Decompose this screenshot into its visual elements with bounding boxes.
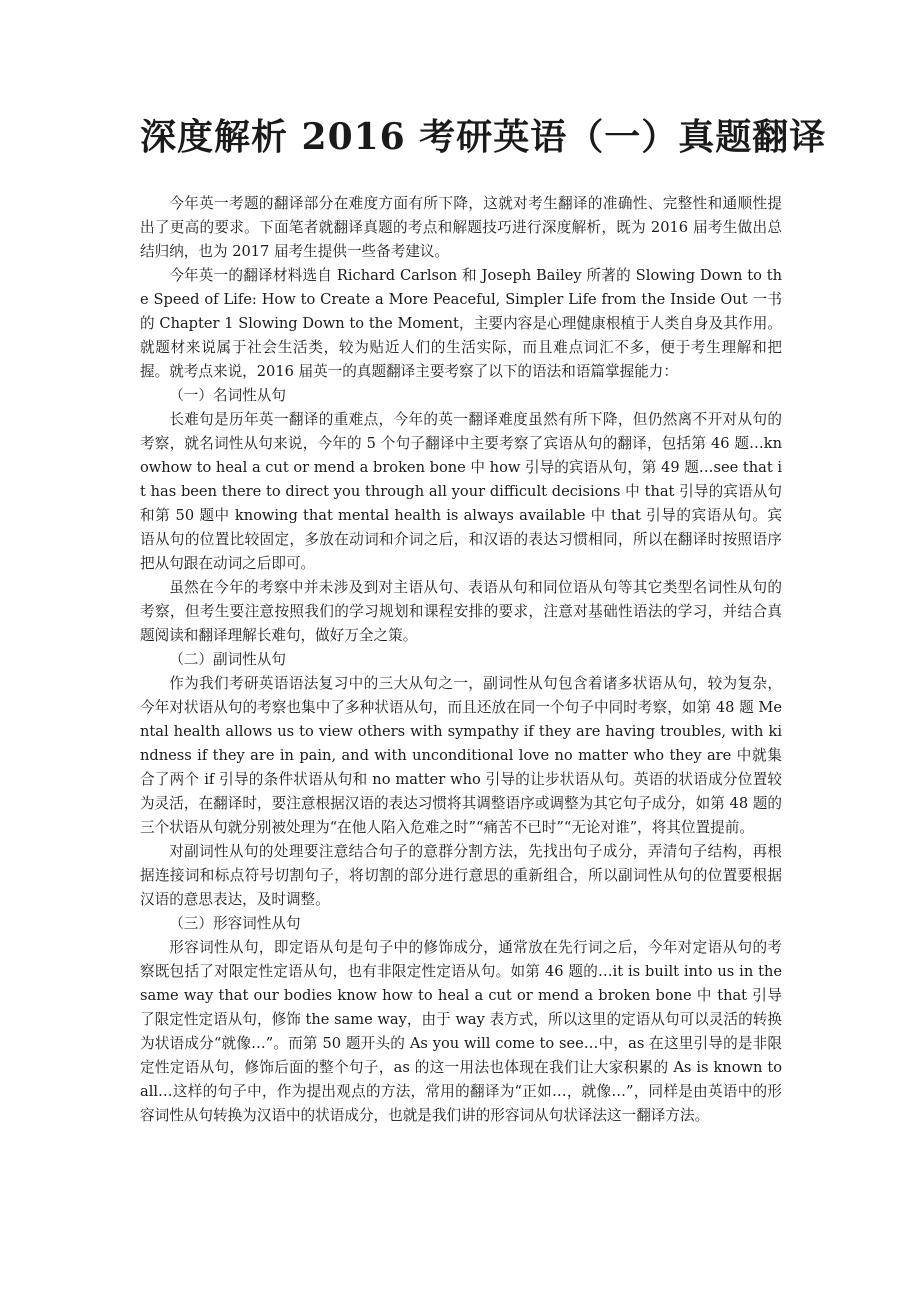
intro-paragraph-2: 今年英一的翻译材料选自 Richard Carlson 和 Joseph Bailey 所著的 Slowing Down to the Speed of Life: How to Create a More Peaceful, Simpler Life from the Inside Out 一书的 Chapter 1 Slowing Down to the Moment，主要内容是心理健康根植于人类自身及其作用。就题材来说属于社会生活类，较为贴近人们的生活实际，而且难点词汇不多，便于考生理解和把握。就考点来说，2016 届英一的真题翻译主要考察了以下的语法和语篇掌握能力： — [140, 267, 782, 380]
attributive-clause-paragraph-1: 形容词性从句，即定语从句是句子中的修饰成分，通常放在先行词之后，今年对定语从句的考察既包括了对限定性定语从句，也有非限定性定语从句。如第 46 题的…it is built into us in the same way that our bodies know how to heal a cut or mend a broken bone 中 that 引导了限定性定语从句，修饰 the same way，由于 way 表方式，所以这里的定语从句可以灵活的转换为状语成分“就像…”。而第 50 题开头的 As you will come to see…中，as 在这里引导的是非限定性定语从句，修饰后面的整个句子，as 的这一用法也体现在我们让大家积累的 As is known to all…这样的句子中，作为提出观点的方法，常用的翻译为“正如…，就像…”，同样是由英语中的形容词性从句转换为汉语中的状语成分，也就是我们讲的形容词从句状译法这一翻译方法。 — [140, 939, 782, 1124]
noun-clause-paragraph-1: 长难句是历年英一翻译的重难点，今年的英一翻译难度虽然有所下降，但仍然离不开对从句的考察，就名词性从句来说，今年的 5 个句子翻译中主要考察了宾语从句的翻译，包括第 46 题…knowhow to heal a cut or mend a broken bone 中 how 引导的宾语从句，第 49 题…see that it has been there to direct you through all your difficult decisions 中 that 引导的宾语从句和第 50 题中 knowing that mental health is always available 中 that 引导的宾语从句。宾语从句的位置比较固定，多放在动词和介词之后，和汉语的表达习惯相同，所以在翻译时按照语序把从句跟在动词之后即可。 — [140, 411, 782, 572]
section-heading-attributive-clause: （三）形容词性从句 — [169, 915, 301, 932]
document-page — [140, 112, 827, 1128]
section-heading-adverbial-clause: （二）副词性从句 — [169, 651, 286, 668]
section-heading-noun-clause: （一）名词性从句 — [169, 387, 286, 404]
adverbial-clause-paragraph-1: 作为我们考研英语语法复习中的三大从句之一，副词性从句包含着诸多状语从句，较为复杂，今年对状语从句的考察也集中了多种状语从句，而且还放在同一个句子中同时考察，如第 48 题 Mental health allows us to view others with sympathy if they are having troubles, with kindness if they are in pain, and with unconditional love no matter who they are 中就集合了两个 if 引导的条件状语从句和 no matter who 引导的让步状语从句。英语的状语成分位置较为灵活，在翻译时，要注意根据汉语的表达习惯将其调整语序或调整为其它句子成分，如第 48 题的三个状语从句就分别被处理为“在他人陷入危难之时”“痛苦不已时”“无论对谁”，将其位置提前。 — [140, 675, 782, 836]
document-body — [140, 192, 782, 1128]
document-title: 深度解析 2016 考研英语（一）真题翻译 — [140, 116, 827, 158]
noun-clause-paragraph-2: 虽然在今年的考察中并未涉及到对主语从句、表语从句和同位语从句等其它类型名词性从句的考察，但考生要注意按照我们的学习规划和课程安排的要求，注意对基础性语法的学习，并结合真题阅读和翻译理解长难句，做好万全之策。 — [140, 579, 782, 644]
intro-paragraph-1: 今年英一考题的翻译部分在难度方面有所下降，这就对考生翻译的准确性、完整性和通顺性提出了更高的要求。下面笔者就翻译真题的考点和解题技巧进行深度解析，既为 2016 届考生做出总结归纳，也为 2017 届考生提供一些备考建议。 — [140, 195, 782, 260]
adverbial-clause-paragraph-2: 对副词性从句的处理要注意结合句子的意群分割方法，先找出句子成分，弄清句子结构，再根据连接词和标点符号切割句子，将切割的部分进行意思的重新组合，所以副词性从句的位置要根据汉语的意思表达，及时调整。 — [140, 843, 782, 908]
